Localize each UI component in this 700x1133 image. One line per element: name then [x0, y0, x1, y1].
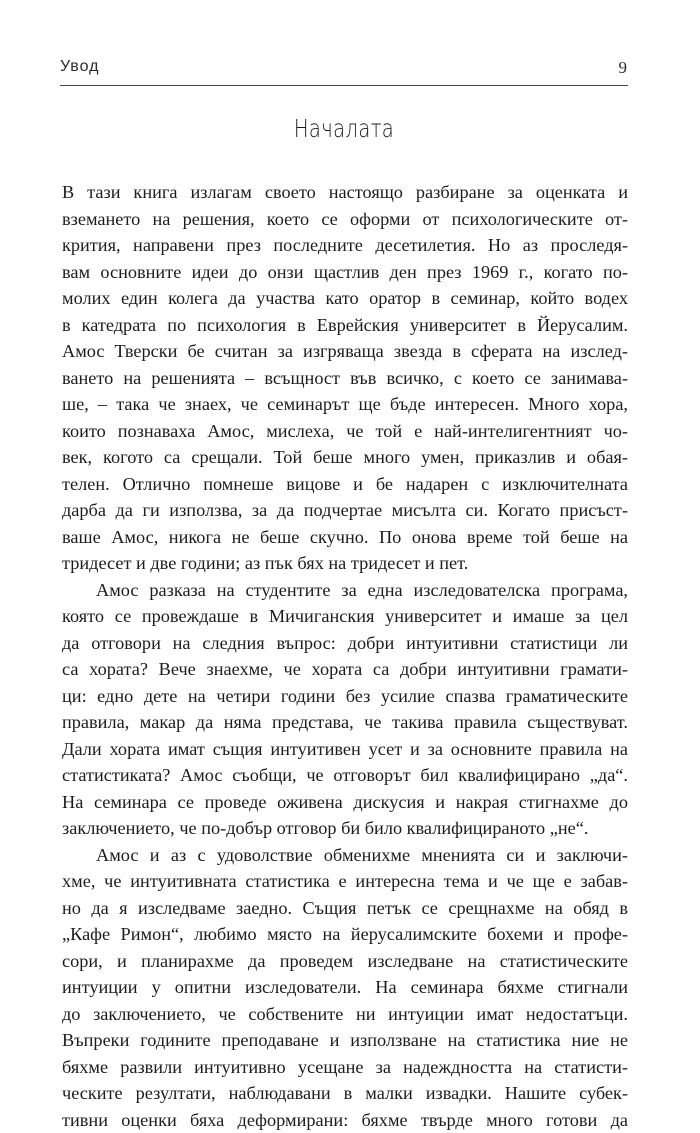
text-line: статистиката? Амос съобщи, че отговорът бил квалифицирано „да“.	[62, 762, 628, 789]
text-line: правила, макар да няма представа, че такива правила съществуват.	[62, 709, 628, 736]
text-line: тивни оценки бяха деформирани: бяхме твърде много готови да	[62, 1107, 628, 1133]
text-line: вземането на решения, което се оформи от психологическите от-	[62, 206, 628, 233]
text-line: Дали хората имат същия интуитивен усет и за основните правила на	[62, 736, 628, 763]
text-line: която се провеждаше в Мичиганския университет и имаше за цел	[62, 603, 628, 630]
text-line: които познаваха Амос, мислеха, че той е най-интелигентният чо-	[62, 418, 628, 445]
text-line: ше, – така че знаех, че семинарът ще бъде интересен. Много хора,	[62, 391, 628, 418]
text-line: Амос и аз с удоволствие обменихме мненията си и заключи-	[62, 842, 628, 869]
text-line: В тази книга излагам своето настоящо разбиране за оценката и	[62, 179, 628, 206]
text-line: телен. Отлично помнеше вицове и бе надарен с изключителната	[62, 471, 628, 498]
text-line: век, когото са срещали. Той беше много умен, приказлив и обая-	[62, 444, 628, 471]
text-line: вам основните идеи до онзи щастлив ден през 1969 г., когато по-	[62, 259, 628, 286]
chapter-title: Началата	[122, 114, 565, 143]
section-title: Увод	[60, 58, 99, 76]
text-line: крития, направени през последните десетилетия. Но аз проследя-	[62, 232, 628, 259]
text-line: ваше Амос, никога не беше скучно. По онова време той беше на	[62, 524, 628, 551]
text-line: ци: едно дете на четири години без усилие спазва граматическите	[62, 683, 628, 710]
text-line: молих един колега да участва като оратор в семинар, който водех	[62, 285, 628, 312]
text-line: Амос Тверски бе считан за изгряваща звезда в сферата на изслед-	[62, 338, 628, 365]
header-rule	[60, 85, 628, 86]
text-line: сори, и планирахме да проведем изследване на статистическите	[62, 948, 628, 975]
text-line: Амос разказа на студентите за една изследователска програма,	[62, 577, 628, 604]
paragraph-3	[62, 842, 628, 1133]
text-line: ческите резултати, наблюдавани в малки извадки. Нашите субек-	[62, 1080, 628, 1107]
text-line: Въпреки годините преподаване и използване на статистика ние не	[62, 1027, 628, 1054]
text-line: хме, че интуитивната статистика е интересна тема и че ще е забав-	[62, 868, 628, 895]
running-header	[60, 58, 628, 84]
text-line: да отговори на следния въпрос: добри интуитивни статистици ли	[62, 630, 628, 657]
text-line: интуиции у опитни изследователи. На семинара бяхме стигнали	[62, 974, 628, 1001]
text-line: бяхме развили интуитивно усещане за надеждността на статисти-	[62, 1054, 628, 1081]
paragraph-2	[62, 577, 628, 842]
text-line: тридесет и две години; аз пък бях на тридесет и пет.	[62, 550, 628, 577]
page-number: 9	[619, 58, 629, 78]
text-line: до заключението, че собствените ни интуиции имат недостатъци.	[62, 1001, 628, 1028]
text-line: са хората? Вече знаехме, че хората са добри интуитивни грамати-	[62, 656, 628, 683]
text-line: заключението, че по-добър отговор би било квалифицираното „не“.	[62, 815, 628, 842]
paragraph-1	[62, 179, 628, 577]
text-line: в катедрата по психология в Еврейския университет в Йерусалим.	[62, 312, 628, 339]
text-line: ването на решенията – всъщност във всичко, с което се занимава-	[62, 365, 628, 392]
body-text	[62, 179, 628, 1133]
text-line: но да я изследваме заедно. Същия петък се срещнахме на обяд в	[62, 895, 628, 922]
text-line: На семинара се проведе оживена дискусия и накрая стигнахме до	[62, 789, 628, 816]
text-line: „Кафе Римон“, любимо място на йерусалимските бохеми и профе-	[62, 921, 628, 948]
text-line: дарба да ги използва, за да подчертае мисълта си. Когато присъст-	[62, 497, 628, 524]
